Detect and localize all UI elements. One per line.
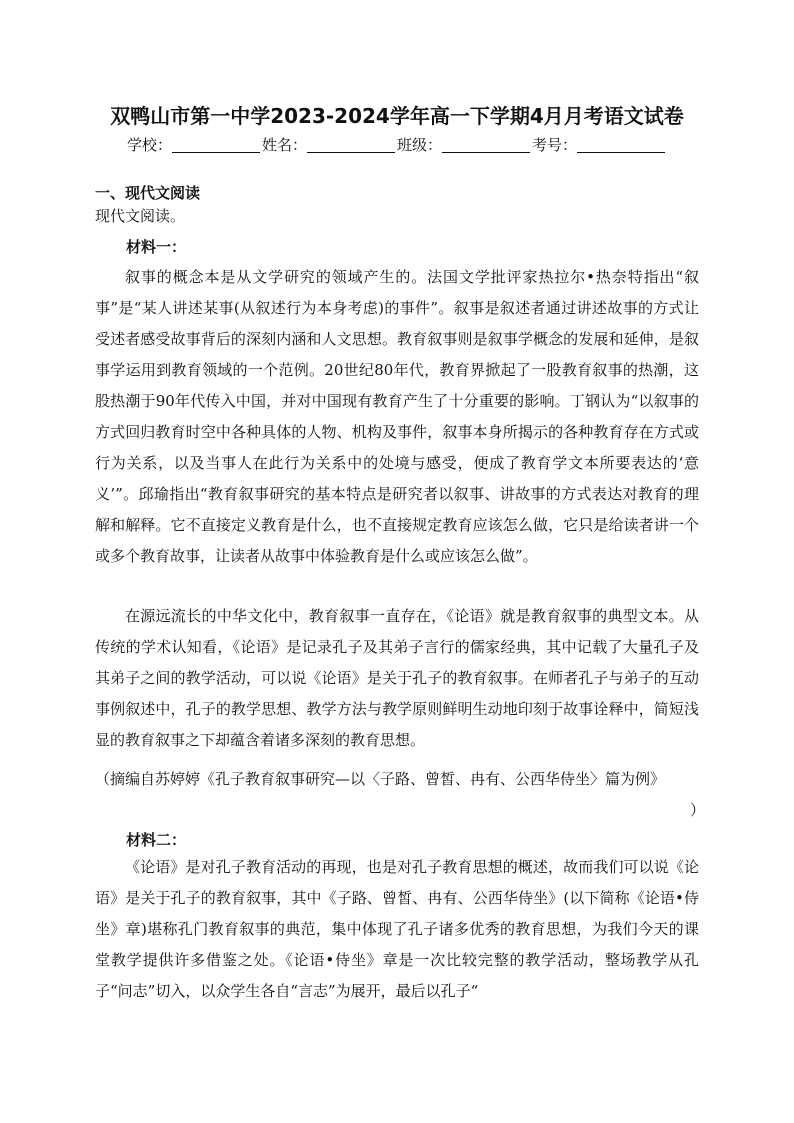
school-label: 学校：: [126, 136, 172, 154]
exam-title: 双鸭山市第一中学2023-2024学年高一下学期4月月考语文试卷: [110, 104, 684, 128]
paragraph-text: 《论语》是对孔子教育活动的再现，也是对孔子教育思想的概述，故而我们可以说《论语》是关于孔子的教育叙事，其中《子路、曾皙、冉有、公西华侍坐》(以下简称《论语•侍坐》章)堪称孔门教育叙事的典范，集中体现了孔子诸多优秀的教育思想，为我们今天的课堂教学提供许多借鉴之处。《论语•侍坐》章是一次比较完整的教学活动，整场教学从孔子“问志”切入，以众学生各自“言志”为展开，最后以孔子“: [95, 858, 699, 1000]
material-2-paragraph-1: [95, 852, 699, 1007]
paragraph-text: 在源远流长的中华文化中，教育叙事一直存在，《论语》就是教育叙事的典型文本。从传统的学术认知看，《论语》是记录孔子及其弟子言行的儒家经典，其中记载了大量孔子及其弟子之间的教学活动，可以说《论语》是关于孔子的教育叙事。在师者孔子与弟子的互动事例叙述中，孔子的教学思想、教学方法与教学原则鲜明生动地印刻于故事诠释中，简短浅显的教育叙事之下却蕴含着诸多深刻的教育思想。: [95, 607, 699, 749]
exam-number-blank: [577, 137, 665, 153]
material-2-label: 材料二：: [126, 831, 187, 849]
section-intro: 现代文阅读。: [95, 207, 186, 225]
section-heading: 一、现代文阅读: [95, 184, 201, 202]
citation-text: （摘编自苏婷婷《孔子教育叙事研究—以〈子路、曾皙、冉有、公西华侍坐〉篇为例》: [95, 770, 666, 788]
exam-number-label: 考号：: [532, 136, 578, 154]
material-1-label: 材料一：: [126, 238, 187, 256]
paragraph-text: 叙事的概念本是从文学研究的领域产生的。法国文学批评家热拉尔•热奈特指出“叙事”是“某人讲述某事(从叙述行为本身考虑)的事件”。叙事是叙述者通过讲述故事的方式让受述者感受故事背后的深刻内涵和人文思想。教育叙事则是叙事学概念的发展和延伸，是叙事学运用到教育领域的一个范例。20世纪80年代，教育界掀起了一股教育叙事的热潮，这股热潮于90年代传入中国，并对中国现有教育产生了十分重要的影响。丁钢认为“以叙事的方式回归教育时空中各种具体的人物、机构及事件，叙事本身所揭示的各种教育存在方式或行为关系，以及当事人在此行为关系中的处境与感受，便成了教育学文本所要表达的‘意义’”。邱瑜指出“教育叙事研究的基本特点是研究者以叙事、讲故事的方式表达对教育的理解和解释。它不直接定义教育是什么，也不直接规定教育应该怎么做，它只是给读者讲一个或多个教育故事，让读者从故事中体验教育是什么或应该怎么做”。: [95, 268, 699, 565]
material-1-citation: [95, 764, 705, 826]
material-1-paragraph-1: [95, 262, 699, 572]
name-blank: [307, 137, 395, 153]
material-1-paragraph-2: [95, 601, 699, 756]
student-info-line: [0, 134, 794, 155]
citation-close: ）: [689, 801, 705, 819]
class-label: 班级：: [397, 136, 443, 154]
name-label: 姓名：: [261, 136, 307, 154]
class-blank: [442, 137, 530, 153]
school-blank: [172, 137, 260, 153]
